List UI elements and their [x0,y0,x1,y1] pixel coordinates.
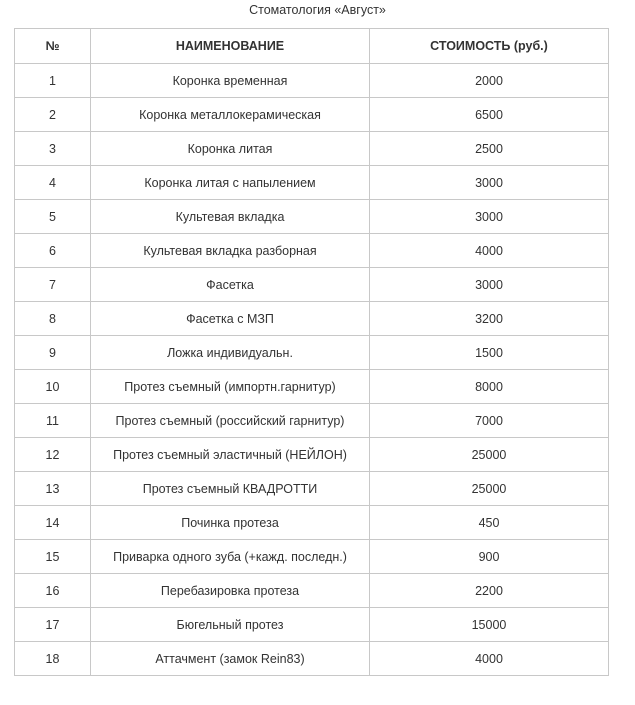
row-name: Коронка временная [91,64,370,98]
row-num: 15 [15,540,91,574]
row-num: 9 [15,336,91,370]
table-row [15,302,609,336]
row-price: 3200 [370,302,609,336]
table-row [15,200,609,234]
row-name: Протез съемный КВАДРОТТИ [91,472,370,506]
row-name: Аттачмент (замок Rein83) [91,642,370,676]
row-name: Ложка индивидуальн. [91,336,370,370]
row-num: 16 [15,574,91,608]
row-num: 7 [15,268,91,302]
table-row [15,574,609,608]
row-price: 25000 [370,472,609,506]
row-price: 2000 [370,64,609,98]
row-price: 3000 [370,200,609,234]
row-name: Приварка одного зуба (+кажд. последн.) [91,540,370,574]
table-header-row [15,29,609,64]
row-price: 4000 [370,234,609,268]
row-num: 3 [15,132,91,166]
row-name: Починка протеза [91,506,370,540]
row-price: 7000 [370,404,609,438]
row-price: 3000 [370,166,609,200]
row-num: 17 [15,608,91,642]
table-row [15,268,609,302]
row-num: 18 [15,642,91,676]
row-name: Протез съемный эластичный (НЕЙЛОН) [91,438,370,472]
row-price: 3000 [370,268,609,302]
row-name: Культевая вкладка разборная [91,234,370,268]
price-table [14,28,609,676]
table-row [15,608,609,642]
row-name: Фасетка [91,268,370,302]
page-title: Стоматология «Август» [249,3,386,17]
row-name: Фасетка с МЗП [91,302,370,336]
table-row [15,64,609,98]
row-price: 4000 [370,642,609,676]
table-row [15,642,609,676]
row-name: Коронка литая с напылением [91,166,370,200]
row-num: 5 [15,200,91,234]
row-price: 6500 [370,98,609,132]
row-name: Бюгельный протез [91,608,370,642]
row-num: 11 [15,404,91,438]
table-row [15,438,609,472]
row-num: 13 [15,472,91,506]
table-row [15,166,609,200]
row-num: 6 [15,234,91,268]
row-name: Культевая вкладка [91,200,370,234]
table-row [15,506,609,540]
table-row [15,404,609,438]
table-row [15,98,609,132]
table-row [15,234,609,268]
header-num: № [15,29,91,64]
header-name: НАИМЕНОВАНИЕ [91,29,370,64]
table-row [15,336,609,370]
header-price: СТОИМОСТЬ (руб.) [370,29,609,64]
row-price: 1500 [370,336,609,370]
table-row [15,370,609,404]
row-name: Перебазировка протеза [91,574,370,608]
row-name: Протез съемный (импортн.гарнитур) [91,370,370,404]
row-price: 900 [370,540,609,574]
row-price: 2200 [370,574,609,608]
row-num: 10 [15,370,91,404]
row-price: 8000 [370,370,609,404]
row-num: 8 [15,302,91,336]
row-name: Коронка литая [91,132,370,166]
row-price: 2500 [370,132,609,166]
row-price: 25000 [370,438,609,472]
row-name: Коронка металлокерамическая [91,98,370,132]
table-row [15,132,609,166]
row-num: 1 [15,64,91,98]
row-name: Протез съемный (российский гарнитур) [91,404,370,438]
table-row [15,472,609,506]
table-row [15,540,609,574]
row-price: 450 [370,506,609,540]
row-price: 15000 [370,608,609,642]
row-num: 14 [15,506,91,540]
row-num: 4 [15,166,91,200]
row-num: 12 [15,438,91,472]
row-num: 2 [15,98,91,132]
